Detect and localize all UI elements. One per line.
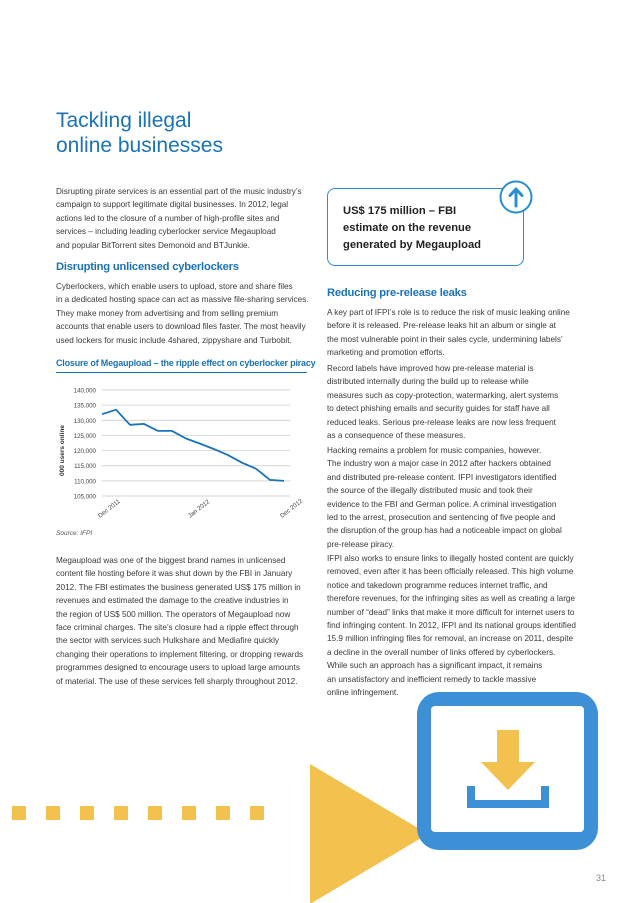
decorative-square bbox=[182, 806, 196, 820]
chart-y-axis-label: 000 users online bbox=[59, 425, 66, 476]
decorative-square bbox=[46, 806, 60, 820]
text-line: accounts that enable users to download files faster. The most heavily bbox=[56, 322, 306, 332]
chart-x-tick-label: Dec 2011 bbox=[96, 498, 122, 520]
prerelease-heading: Reducing pre-release leaks bbox=[327, 287, 467, 299]
text-line: A key part of IFPI’s role is to reduce the risk of music leaking online bbox=[327, 308, 570, 317]
text-line: the region of US$ 500 million. The operators of Megaupload now bbox=[56, 609, 291, 619]
megaupload-paragraph bbox=[56, 554, 303, 688]
text-line: the most vulnerable point in their sales cycle, undermining labels’ bbox=[327, 334, 563, 344]
cyberlockers-heading: Disrupting unlicensed cyberlockers bbox=[56, 261, 239, 273]
chart-caption: Closure of Megaupload – the ripple effect on cyberlocker piracy bbox=[56, 358, 316, 368]
text-line: in a dedicated hosting space can act as massive file-sharing services. bbox=[56, 295, 309, 305]
chart-y-tick-label: 135,000 bbox=[73, 402, 96, 410]
chart-y-tick-label: 120,000 bbox=[73, 448, 96, 456]
text-line: number of “dead” links that make it more difficult for internet users to bbox=[327, 607, 575, 617]
decorative-square bbox=[250, 806, 264, 820]
text-line: a decline in the overall number of links offered by cyberlockers. bbox=[327, 647, 556, 657]
chart-y-tick-label: 140,000 bbox=[73, 387, 96, 395]
page-title-line-2: online businesses bbox=[56, 134, 223, 157]
text-line: estimate on the revenue bbox=[343, 222, 472, 234]
text-line: and distributed pre-release content. IFPI investigators identified bbox=[327, 472, 557, 482]
page-number: 31 bbox=[596, 873, 607, 883]
text-line: before it is released. Pre-release leaks hit an album or single at bbox=[327, 321, 556, 331]
text-line: of material. The use of these services fell sharply throughout 2012. bbox=[56, 676, 298, 686]
chart-y-tick-label: 125,000 bbox=[73, 432, 96, 440]
page-title-line-1: Tackling illegal bbox=[56, 109, 192, 132]
download-tablet-icon bbox=[415, 690, 600, 852]
text-line: US$ 175 million – FBI bbox=[343, 205, 457, 217]
text-line: marketing and promotion efforts. bbox=[327, 348, 445, 358]
text-line: as a consequence of these measures. bbox=[327, 431, 466, 441]
text-line: generated by Megaupload bbox=[343, 239, 482, 251]
text-line: notice and takedown programme reduces internet traffic, and bbox=[327, 580, 548, 590]
text-line: Disrupting pirate services is an essential part of the music industry’s bbox=[56, 187, 302, 196]
chart-y-tick-label: 130,000 bbox=[73, 417, 96, 425]
prerelease-paragraph-4 bbox=[327, 552, 576, 699]
text-line: an unsatisfactory and inefficient remedy to tackle massive bbox=[327, 674, 537, 684]
text-line: services – including leading cyberlocker service Megaupload bbox=[56, 227, 276, 237]
text-line: therefore revenues, for the infringing sites as well as creating a large bbox=[327, 594, 576, 604]
text-line: the disruption of the group has had a noticeable impact on global bbox=[327, 526, 562, 536]
text-line: While such an approach has a significant impact, it remains bbox=[327, 661, 543, 671]
text-line: online infringement. bbox=[327, 688, 399, 698]
text-line: content file hosting before it was shut down by the FBI in January bbox=[56, 569, 293, 579]
text-line: Cyberlockers, which enable users to upload, store and share files bbox=[56, 282, 293, 291]
prerelease-paragraph-1 bbox=[327, 306, 570, 360]
text-line: actions led to the closure of a number of high-profile sites and bbox=[56, 213, 280, 223]
decorative-square bbox=[216, 806, 230, 820]
decorative-square bbox=[148, 806, 162, 820]
text-line: to detect phishing emails and security guides for staff have all bbox=[327, 404, 550, 414]
text-line: 15.9 million infringing files for removal, an increase on 2011, despite bbox=[327, 634, 574, 644]
decorative-square bbox=[114, 806, 128, 820]
text-line: changing their operations to implement filtering, or dropping rewards bbox=[56, 649, 304, 659]
text-line: reduced leaks. Serious pre-release leaks are now less frequent bbox=[327, 417, 556, 427]
text-line: find infringing content. In 2012, IFPI and its national groups identified bbox=[327, 621, 576, 631]
text-line: revenues and estimated the damage to the creative industries in bbox=[56, 596, 289, 606]
text-line: removed, even after it has been officially released. This high volume bbox=[327, 567, 574, 577]
up-arrow-icon bbox=[499, 180, 533, 214]
text-line: used lockers for music include 4shared, zippyshare and Turbobit. bbox=[56, 335, 292, 345]
text-line: programmes designed to encourage users to upload large amounts bbox=[56, 663, 300, 673]
text-line: face criminal charges. The site’s closure had a ripple effect through bbox=[56, 623, 299, 633]
text-line: Megaupload was one of the biggest brand names in unlicensed bbox=[56, 556, 286, 565]
chart-x-tick-label: Jan 2012 bbox=[186, 498, 212, 520]
play-arrow-icon bbox=[310, 764, 430, 903]
text-line: campaign to support legitimate digital businesses. In 2012, legal bbox=[56, 200, 289, 210]
text-line: The industry won a major case in 2012 after hackers obtained bbox=[327, 459, 551, 469]
chart-source: Source: IFPI bbox=[56, 530, 93, 537]
text-line: pre-release piracy. bbox=[327, 539, 395, 549]
text-line: led to the arrest, prosecution and sentencing of five people and bbox=[327, 513, 556, 523]
text-line: 2012. The FBI estimates the business generated US$ 175 million in bbox=[56, 582, 301, 592]
chart-y-tick-label: 115,000 bbox=[74, 463, 96, 471]
prerelease-paragraph-3 bbox=[327, 444, 562, 551]
text-line: IFPI also works to ensure links to illegally hosted content are quickly bbox=[327, 554, 574, 563]
text-line: measures such as copy-protection, watermarking, alert systems bbox=[327, 390, 559, 400]
chart-y-tick-label: 105,000 bbox=[73, 493, 96, 501]
prerelease-paragraph-2 bbox=[327, 362, 558, 442]
text-line: the sector with services such Hulkshare and Mediafire quickly bbox=[56, 636, 279, 646]
text-line: Hacking remains a problem for music companies, however. bbox=[327, 446, 542, 455]
chart-y-tick-label: 110,000 bbox=[74, 478, 96, 486]
decorative-square bbox=[80, 806, 94, 820]
decorative-square bbox=[12, 806, 26, 820]
chart-x-tick-label: Dec 2012 bbox=[278, 497, 305, 520]
text-line: They make money from advertising and from selling premium bbox=[56, 308, 279, 318]
text-line: and popular BitTorrent sites Demonoid and BTJunkie. bbox=[56, 240, 250, 250]
callout-text bbox=[343, 203, 481, 254]
text-line: Record labels have improved how pre-release material is bbox=[327, 364, 534, 373]
text-line: evidence to the FBI and German police. A criminal investigation bbox=[327, 499, 557, 509]
text-line: the source of the illegally distributed music and took their bbox=[327, 486, 533, 496]
text-line: distributed internally during the build up to release while bbox=[327, 377, 529, 387]
